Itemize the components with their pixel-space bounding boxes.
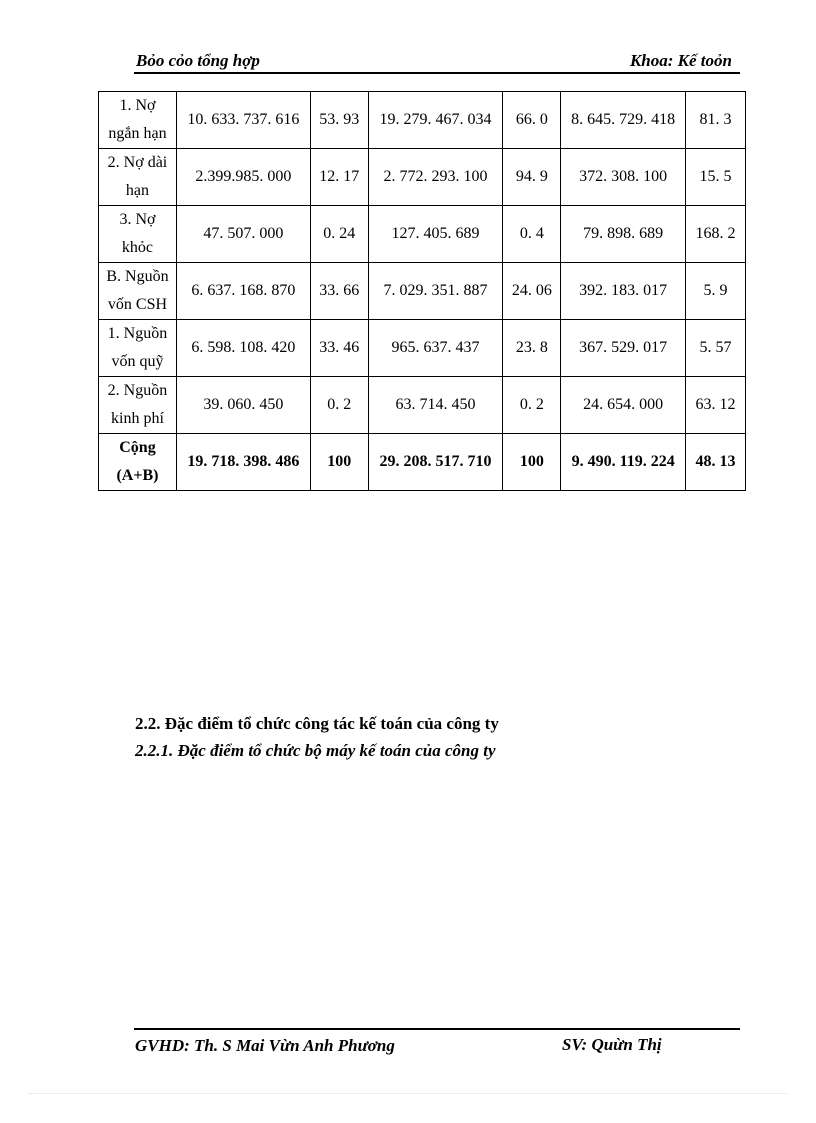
table-cell: 19. 718. 398. 486 (176, 434, 310, 491)
row-label-cell: B. Nguồn vốn CSH (99, 263, 177, 320)
bottom-dotted-line (28, 1093, 788, 1094)
row-label-cell: 2. Nợ dài hạn (99, 149, 177, 206)
row-label-cell: 3. Nợ khỏc (99, 206, 177, 263)
capital-source-table (98, 91, 746, 491)
table-cell: 965. 637. 437 (368, 320, 503, 377)
table-cell: 23. 8 (503, 320, 561, 377)
row-label-cell: 1. Nguồn vốn quỹ (99, 320, 177, 377)
table-cell: 39. 060. 450 (176, 377, 310, 434)
table-cell: 48. 13 (686, 434, 746, 491)
page-footer (134, 1028, 740, 1055)
table-cell: 15. 5 (686, 149, 746, 206)
table-row (99, 92, 746, 149)
row-label-cell: 2. Nguồn kinh phí (99, 377, 177, 434)
table-row (99, 149, 746, 206)
table-cell: 2. 772. 293. 100 (368, 149, 503, 206)
row-label-cell: Cộng (A+B) (99, 434, 177, 491)
table-row (99, 263, 746, 320)
table-cell: 127. 405. 689 (368, 206, 503, 263)
table-cell: 0. 24 (310, 206, 368, 263)
table-cell: 0. 2 (310, 377, 368, 434)
table-cell: 100 (310, 434, 368, 491)
table-cell: 5. 9 (686, 263, 746, 320)
table-cell: 2.399.985. 000 (176, 149, 310, 206)
table-cell: 372. 308. 100 (561, 149, 686, 206)
section-heading-2-2: 2.2. Đặc điểm tổ chức công tác kế toán của công ty (135, 714, 499, 733)
table-cell: 79. 898. 689 (561, 206, 686, 263)
table-cell: 9. 490. 119. 224 (561, 434, 686, 491)
table-cell: 392. 183. 017 (561, 263, 686, 320)
header-faculty: Khoa: Kế toỏn (629, 51, 732, 70)
table-cell: 100 (503, 434, 561, 491)
row-label-cell: 1. Nợ ngắn hạn (99, 92, 177, 149)
header-report-title: Bỏo cỏo tổng hợp (136, 51, 260, 70)
table-cell: 367. 529. 017 (561, 320, 686, 377)
table-cell: 19. 279. 467. 034 (368, 92, 503, 149)
table-row (99, 377, 746, 434)
table-cell: 94. 9 (503, 149, 561, 206)
subsection-heading-2-2-1: 2.2.1. Đặc điểm tổ chức bộ máy kế toán của công ty (135, 741, 496, 760)
footer-supervisor: GVHD: Th. S Mai Vừn Anh Phương (135, 1036, 395, 1055)
footer-student: SV: Quừn Thị (562, 1035, 662, 1054)
table-cell: 6. 637. 168. 870 (176, 263, 310, 320)
table-cell: 81. 3 (686, 92, 746, 149)
table-cell: 33. 46 (310, 320, 368, 377)
table-cell: 24. 654. 000 (561, 377, 686, 434)
page-header (134, 48, 740, 74)
table-cell: 33. 66 (310, 263, 368, 320)
table-cell: 7. 029. 351. 887 (368, 263, 503, 320)
table-cell: 47. 507. 000 (176, 206, 310, 263)
table-cell: 12. 17 (310, 149, 368, 206)
table-row (99, 434, 746, 491)
table-cell: 29. 208. 517. 710 (368, 434, 503, 491)
table-cell: 10. 633. 737. 616 (176, 92, 310, 149)
table-cell: 168. 2 (686, 206, 746, 263)
table-cell: 0. 4 (503, 206, 561, 263)
table-cell: 6. 598. 108. 420 (176, 320, 310, 377)
table-cell: 63. 714. 450 (368, 377, 503, 434)
table-row (99, 320, 746, 377)
table-cell: 0. 2 (503, 377, 561, 434)
table-cell: 8. 645. 729. 418 (561, 92, 686, 149)
table-cell: 5. 57 (686, 320, 746, 377)
table-cell: 66. 0 (503, 92, 561, 149)
table-cell: 63. 12 (686, 377, 746, 434)
table-row (99, 206, 746, 263)
table-cell: 24. 06 (503, 263, 561, 320)
table-cell: 53. 93 (310, 92, 368, 149)
